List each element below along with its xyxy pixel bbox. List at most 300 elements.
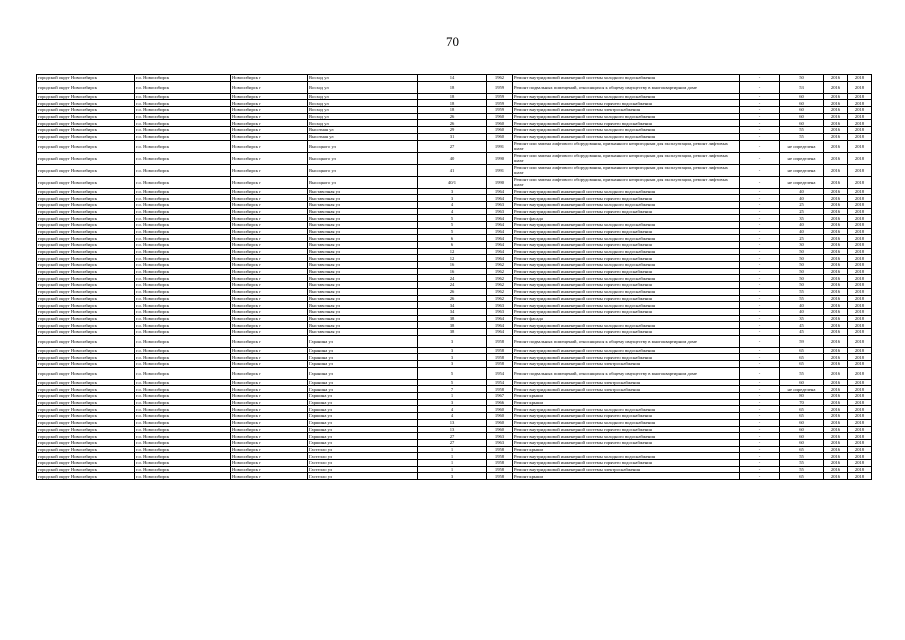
start-year-cell: 2016 bbox=[824, 255, 848, 262]
district-cell: г.о. Новосибирск bbox=[135, 75, 231, 82]
start-year-cell: 2016 bbox=[824, 315, 848, 322]
cost-cell: 60 bbox=[780, 107, 824, 114]
street-cell: Восход ул bbox=[308, 81, 418, 93]
municipality-cell: городской округ Новосибирск bbox=[37, 367, 135, 379]
year-built-cell: 1964 bbox=[487, 228, 513, 235]
municipality-cell: городской округ Новосибирск bbox=[37, 354, 135, 361]
street-cell: Высотная ул bbox=[308, 133, 418, 140]
work-type-cell: Ремонт или замена лифтового оборудования, признанного непригодным для эксплуатации, ремонт лифтовых шахт bbox=[513, 140, 740, 152]
start-year-cell: 2016 bbox=[824, 473, 848, 480]
house-number-cell: 27 bbox=[418, 433, 487, 440]
dash-cell: - bbox=[740, 419, 780, 426]
city-cell: Новосибирск г bbox=[231, 176, 308, 188]
street-cell: Гаранина ул bbox=[308, 386, 418, 393]
city-cell: Новосибирск г bbox=[231, 315, 308, 322]
table-row bbox=[37, 133, 872, 140]
year-built-cell: 1962 bbox=[487, 75, 513, 82]
municipality-cell: городской округ Новосибирск bbox=[37, 208, 135, 215]
street-cell: Восход ул bbox=[308, 113, 418, 120]
district-cell: г.о. Новосибирск bbox=[135, 453, 231, 460]
street-cell: Выставочная ул bbox=[308, 235, 418, 242]
page-number: 70 bbox=[446, 34, 459, 49]
work-type-cell: Ремонт внутридомовой инженерной системы горячего водоснабжения bbox=[513, 328, 740, 335]
dash-cell: - bbox=[740, 242, 780, 249]
cost-cell: 25 bbox=[780, 208, 824, 215]
municipality-cell: городской округ Новосибирск bbox=[37, 113, 135, 120]
work-type-cell: Ремонт или замена лифтового оборудования, признанного непригодным для эксплуатации, ремонт лифтовых шахт bbox=[513, 164, 740, 176]
cost-cell: 55 bbox=[780, 453, 824, 460]
municipality-cell: городской округ Новосибирск bbox=[37, 419, 135, 426]
end-year-cell: 2018 bbox=[848, 120, 872, 127]
table-row bbox=[37, 466, 872, 473]
house-number-cell: 5 bbox=[418, 215, 487, 222]
cost-cell: 65 bbox=[780, 473, 824, 480]
municipality-cell: городской округ Новосибирск bbox=[37, 215, 135, 222]
work-type-cell: Ремонт внутридомовой инженерной системы горячего водоснабжения bbox=[513, 413, 740, 420]
work-type-cell: Ремонт внутридомовой инженерной системы холодного водоснабжения bbox=[513, 322, 740, 329]
work-type-cell: Ремонт внутридомовой инженерной системы горячего водоснабжения bbox=[513, 195, 740, 202]
dash-cell: - bbox=[740, 275, 780, 282]
municipality-cell: городской округ Новосибирск bbox=[37, 459, 135, 466]
city-cell: Новосибирск г bbox=[231, 446, 308, 453]
city-cell: Новосибирск г bbox=[231, 361, 308, 368]
end-year-cell: 2018 bbox=[848, 228, 872, 235]
municipality-cell: городской округ Новосибирск bbox=[37, 195, 135, 202]
cost-cell: 45 bbox=[780, 328, 824, 335]
work-type-cell: Ремонт внутридомовой инженерной системы горячего водоснабжения bbox=[513, 208, 740, 215]
cost-cell: 50 bbox=[780, 268, 824, 275]
municipality-cell: городской округ Новосибирск bbox=[37, 315, 135, 322]
municipality-cell: городской округ Новосибирск bbox=[37, 406, 135, 413]
table-row bbox=[37, 93, 872, 100]
dash-cell: - bbox=[740, 176, 780, 188]
table-row bbox=[37, 201, 872, 208]
year-built-cell: 1960 bbox=[487, 419, 513, 426]
cost-cell: 60 bbox=[780, 439, 824, 446]
district-cell: г.о. Новосибирск bbox=[135, 328, 231, 335]
dash-cell: - bbox=[740, 164, 780, 176]
city-cell: Новосибирск г bbox=[231, 459, 308, 466]
dash-cell: - bbox=[740, 133, 780, 140]
cost-cell: 60 bbox=[780, 93, 824, 100]
year-built-cell: 1960 bbox=[487, 426, 513, 433]
district-cell: г.о. Новосибирск bbox=[135, 215, 231, 222]
work-type-cell: Ремонт крыши bbox=[513, 473, 740, 480]
year-built-cell: 1958 bbox=[487, 446, 513, 453]
city-cell: Новосибирск г bbox=[231, 215, 308, 222]
work-type-cell: Ремонт внутридомовой инженерной системы горячего водоснабжения bbox=[513, 268, 740, 275]
dash-cell: - bbox=[740, 328, 780, 335]
city-cell: Новосибирск г bbox=[231, 288, 308, 295]
district-cell: г.о. Новосибирск bbox=[135, 255, 231, 262]
dash-cell: - bbox=[740, 208, 780, 215]
cost-cell: 50 bbox=[780, 262, 824, 269]
dash-cell: - bbox=[740, 473, 780, 480]
table-row bbox=[37, 302, 872, 309]
year-built-cell: 1963 bbox=[487, 308, 513, 315]
dash-cell: - bbox=[740, 295, 780, 302]
municipality-cell: городской округ Новосибирск bbox=[37, 93, 135, 100]
street-cell: Гастелло ул bbox=[308, 459, 418, 466]
table-row bbox=[37, 446, 872, 453]
year-built-cell: 1963 bbox=[487, 433, 513, 440]
cost-cell: 40 bbox=[780, 188, 824, 195]
table-row bbox=[37, 242, 872, 249]
street-cell: Выставочная ул bbox=[308, 328, 418, 335]
street-cell: Гаранина ул bbox=[308, 335, 418, 347]
city-cell: Новосибирск г bbox=[231, 201, 308, 208]
table-row bbox=[37, 107, 872, 114]
municipality-cell: городской округ Новосибирск bbox=[37, 386, 135, 393]
municipality-cell: городской округ Новосибирск bbox=[37, 75, 135, 82]
dash-cell: - bbox=[740, 248, 780, 255]
work-type-cell: Ремонт внутридомовой инженерной системы электроснабжения bbox=[513, 107, 740, 114]
work-type-cell: Ремонт внутридомовой инженерной системы электроснабжения bbox=[513, 379, 740, 386]
cost-cell: 50 bbox=[780, 248, 824, 255]
year-built-cell: 1958 bbox=[487, 354, 513, 361]
year-built-cell: 1964 bbox=[487, 215, 513, 222]
year-built-cell: 1964 bbox=[487, 195, 513, 202]
street-cell: Гаршина ул bbox=[308, 426, 418, 433]
dash-cell: - bbox=[740, 399, 780, 406]
district-cell: г.о. Новосибирск bbox=[135, 195, 231, 202]
start-year-cell: 2016 bbox=[824, 302, 848, 309]
end-year-cell: 2018 bbox=[848, 215, 872, 222]
end-year-cell: 2018 bbox=[848, 100, 872, 107]
cost-cell: 60 bbox=[780, 379, 824, 386]
start-year-cell: 2016 bbox=[824, 262, 848, 269]
work-type-cell: Ремонт или замена лифтового оборудования, признанного непригодным для эксплуатации, ремонт лифтовых шахт bbox=[513, 152, 740, 164]
end-year-cell: 2018 bbox=[848, 419, 872, 426]
year-built-cell: 1964 bbox=[487, 235, 513, 242]
house-number-cell: 3 bbox=[418, 361, 487, 368]
district-cell: г.о. Новосибирск bbox=[135, 221, 231, 228]
street-cell: Гаршина ул bbox=[308, 399, 418, 406]
street-cell: Выставочная ул bbox=[308, 295, 418, 302]
work-type-cell: Ремонт внутридомовой инженерной системы холодного водоснабжения bbox=[513, 248, 740, 255]
start-year-cell: 2016 bbox=[824, 228, 848, 235]
end-year-cell: 2018 bbox=[848, 288, 872, 295]
municipality-cell: городской округ Новосибирск bbox=[37, 164, 135, 176]
end-year-cell: 2018 bbox=[848, 308, 872, 315]
house-number-cell: 38 bbox=[418, 322, 487, 329]
city-cell: Новосибирск г bbox=[231, 195, 308, 202]
year-built-cell: 1960 bbox=[487, 406, 513, 413]
municipality-cell: городской округ Новосибирск bbox=[37, 282, 135, 289]
start-year-cell: 2016 bbox=[824, 453, 848, 460]
municipality-cell: городской округ Новосибирск bbox=[37, 275, 135, 282]
city-cell: Новосибирск г bbox=[231, 282, 308, 289]
work-type-cell: Ремонт внутридомовой инженерной системы холодного водоснабжения bbox=[513, 302, 740, 309]
dash-cell: - bbox=[740, 386, 780, 393]
end-year-cell: 2018 bbox=[848, 127, 872, 134]
district-cell: г.о. Новосибирск bbox=[135, 335, 231, 347]
cost-cell: 59 bbox=[780, 335, 824, 347]
work-type-cell: Ремонт крыши bbox=[513, 399, 740, 406]
house-number-cell: 1 bbox=[418, 453, 487, 460]
year-built-cell: 1963 bbox=[487, 201, 513, 208]
end-year-cell: 2018 bbox=[848, 176, 872, 188]
district-cell: г.о. Новосибирск bbox=[135, 228, 231, 235]
municipality-cell: городской округ Новосибирск bbox=[37, 413, 135, 420]
street-cell: Восход ул bbox=[308, 93, 418, 100]
year-built-cell: 1963 bbox=[487, 208, 513, 215]
district-cell: г.о. Новосибирск bbox=[135, 379, 231, 386]
table-row bbox=[37, 100, 872, 107]
work-type-cell: Ремонт крыши bbox=[513, 393, 740, 400]
street-cell: Выставочная ул bbox=[308, 248, 418, 255]
cost-cell: 60 bbox=[780, 419, 824, 426]
house-number-cell: 38 bbox=[418, 315, 487, 322]
start-year-cell: 2016 bbox=[824, 93, 848, 100]
cost-cell: 65 bbox=[780, 413, 824, 420]
work-type-cell: Ремонт внутридомовой инженерной системы горячего водоснабжения bbox=[513, 120, 740, 127]
city-cell: Новосибирск г bbox=[231, 439, 308, 446]
work-type-cell: Ремонт внутридомовой инженерной системы горячего водоснабжения bbox=[513, 228, 740, 235]
house-number-cell: 5 bbox=[418, 379, 487, 386]
municipality-cell: городской округ Новосибирск bbox=[37, 446, 135, 453]
start-year-cell: 2016 bbox=[824, 347, 848, 354]
district-cell: г.о. Новосибирск bbox=[135, 288, 231, 295]
district-cell: г.о. Новосибирск bbox=[135, 100, 231, 107]
house-number-cell: 6 bbox=[418, 235, 487, 242]
table-row bbox=[37, 248, 872, 255]
start-year-cell: 2016 bbox=[824, 221, 848, 228]
house-number-cell: 12 bbox=[418, 255, 487, 262]
cost-cell: не определена bbox=[780, 386, 824, 393]
work-type-cell: Ремонт внутридомовой инженерной системы горячего водоснабжения bbox=[513, 354, 740, 361]
cost-cell: 55 bbox=[780, 127, 824, 134]
year-built-cell: 1954 bbox=[487, 367, 513, 379]
municipality-cell: городской округ Новосибирск bbox=[37, 201, 135, 208]
house-number-cell: 31 bbox=[418, 133, 487, 140]
house-number-cell: 5 bbox=[418, 221, 487, 228]
district-cell: г.о. Новосибирск bbox=[135, 354, 231, 361]
dash-cell: - bbox=[740, 93, 780, 100]
table-row bbox=[37, 176, 872, 188]
municipality-cell: городской округ Новосибирск bbox=[37, 328, 135, 335]
year-built-cell: 1966 bbox=[487, 399, 513, 406]
end-year-cell: 2018 bbox=[848, 93, 872, 100]
end-year-cell: 2018 bbox=[848, 248, 872, 255]
table-row bbox=[37, 195, 872, 202]
work-type-cell: Ремонт внутридомовой инженерной системы холодного водоснабжения bbox=[513, 133, 740, 140]
house-number-cell: 6 bbox=[418, 242, 487, 249]
start-year-cell: 2016 bbox=[824, 295, 848, 302]
city-cell: Новосибирск г bbox=[231, 466, 308, 473]
year-built-cell: 1964 bbox=[487, 328, 513, 335]
end-year-cell: 2018 bbox=[848, 140, 872, 152]
dash-cell: - bbox=[740, 433, 780, 440]
year-built-cell: 1962 bbox=[487, 295, 513, 302]
start-year-cell: 2016 bbox=[824, 152, 848, 164]
street-cell: Гаранина ул bbox=[308, 361, 418, 368]
city-cell: Новосибирск г bbox=[231, 295, 308, 302]
end-year-cell: 2018 bbox=[848, 406, 872, 413]
table-body bbox=[37, 75, 872, 480]
house-number-cell: 14 bbox=[418, 75, 487, 82]
table-row bbox=[37, 288, 872, 295]
cost-cell: 80 bbox=[780, 393, 824, 400]
dash-cell: - bbox=[740, 120, 780, 127]
end-year-cell: 2018 bbox=[848, 255, 872, 262]
table-row bbox=[37, 379, 872, 386]
city-cell: Новосибирск г bbox=[231, 268, 308, 275]
house-number-cell: 5 bbox=[418, 228, 487, 235]
house-number-cell: 34 bbox=[418, 308, 487, 315]
year-built-cell: 1958 bbox=[487, 453, 513, 460]
street-cell: Гастелло ул bbox=[308, 446, 418, 453]
table-row bbox=[37, 413, 872, 420]
street-cell: Гаранина ул bbox=[308, 347, 418, 354]
municipality-cell: городской округ Новосибирск bbox=[37, 433, 135, 440]
district-cell: г.о. Новосибирск bbox=[135, 140, 231, 152]
start-year-cell: 2016 bbox=[824, 127, 848, 134]
year-built-cell: 1959 bbox=[487, 93, 513, 100]
city-cell: Новосибирск г bbox=[231, 433, 308, 440]
city-cell: Новосибирск г bbox=[231, 354, 308, 361]
end-year-cell: 2018 bbox=[848, 426, 872, 433]
start-year-cell: 2016 bbox=[824, 282, 848, 289]
table-row bbox=[37, 453, 872, 460]
district-cell: г.о. Новосибирск bbox=[135, 282, 231, 289]
municipality-cell: городской округ Новосибирск bbox=[37, 453, 135, 460]
street-cell: Гастелло ул bbox=[308, 473, 418, 480]
dash-cell: - bbox=[740, 361, 780, 368]
district-cell: г.о. Новосибирск bbox=[135, 446, 231, 453]
work-type-cell: Ремонт подвальных помещений, относящихся к общему имуществу в многоквартирном доме bbox=[513, 367, 740, 379]
dash-cell: - bbox=[740, 140, 780, 152]
dash-cell: - bbox=[740, 393, 780, 400]
dash-cell: - bbox=[740, 152, 780, 164]
cost-cell: 25 bbox=[780, 235, 824, 242]
city-cell: Новосибирск г bbox=[231, 152, 308, 164]
municipality-cell: городской округ Новосибирск bbox=[37, 308, 135, 315]
street-cell: Выставочная ул bbox=[308, 221, 418, 228]
street-cell: Восход ул bbox=[308, 107, 418, 114]
house-number-cell: 4 bbox=[418, 208, 487, 215]
city-cell: Новосибирск г bbox=[231, 322, 308, 329]
city-cell: Новосибирск г bbox=[231, 140, 308, 152]
end-year-cell: 2018 bbox=[848, 399, 872, 406]
house-number-cell: 3 bbox=[418, 188, 487, 195]
work-type-cell: Ремонт внутридомовой инженерной системы холодного водоснабжения bbox=[513, 288, 740, 295]
municipality-cell: городской округ Новосибирск bbox=[37, 322, 135, 329]
table-row bbox=[37, 255, 872, 262]
end-year-cell: 2018 bbox=[848, 133, 872, 140]
house-number-cell: 12 bbox=[418, 248, 487, 255]
cost-cell: 55 bbox=[780, 288, 824, 295]
house-number-cell: 3 bbox=[418, 347, 487, 354]
city-cell: Новосибирск г bbox=[231, 81, 308, 93]
city-cell: Новосибирск г bbox=[231, 419, 308, 426]
year-built-cell: 1991 bbox=[487, 164, 513, 176]
municipality-cell: городской округ Новосибирск bbox=[37, 120, 135, 127]
end-year-cell: 2018 bbox=[848, 113, 872, 120]
end-year-cell: 2018 bbox=[848, 195, 872, 202]
house-number-cell: 16 bbox=[418, 268, 487, 275]
end-year-cell: 2018 bbox=[848, 235, 872, 242]
work-type-cell: Ремонт внутридомовой инженерной системы электроснабжения bbox=[513, 386, 740, 393]
dash-cell: - bbox=[740, 195, 780, 202]
district-cell: г.о. Новосибирск bbox=[135, 393, 231, 400]
year-built-cell: 1964 bbox=[487, 242, 513, 249]
street-cell: Гаранина ул bbox=[308, 379, 418, 386]
city-cell: Новосибирск г bbox=[231, 413, 308, 420]
municipality-cell: городской округ Новосибирск bbox=[37, 399, 135, 406]
municipality-cell: городской округ Новосибирск bbox=[37, 335, 135, 347]
dash-cell: - bbox=[740, 268, 780, 275]
work-type-cell: Ремонт внутридомовой инженерной системы холодного водоснабжения bbox=[513, 235, 740, 242]
table-row bbox=[37, 282, 872, 289]
city-cell: Новосибирск г bbox=[231, 262, 308, 269]
work-type-cell: Ремонт внутридомовой инженерной системы горячего водоснабжения bbox=[513, 295, 740, 302]
work-type-cell: Ремонт внутридомовой инженерной системы холодного водоснабжения bbox=[513, 127, 740, 134]
house-number-cell: 4 bbox=[418, 413, 487, 420]
cost-cell: 40 bbox=[780, 195, 824, 202]
table-row bbox=[37, 215, 872, 222]
city-cell: Новосибирск г bbox=[231, 133, 308, 140]
year-built-cell: 1959 bbox=[487, 100, 513, 107]
table-row bbox=[37, 113, 872, 120]
work-type-cell: Ремонт внутридомовой инженерной системы холодного водоснабжения bbox=[513, 453, 740, 460]
dash-cell: - bbox=[740, 426, 780, 433]
start-year-cell: 2016 bbox=[824, 81, 848, 93]
municipality-cell: городской округ Новосибирск bbox=[37, 152, 135, 164]
work-type-cell: Ремонт внутридомовой инженерной системы холодного водоснабжения bbox=[513, 262, 740, 269]
street-cell: Восход ул bbox=[308, 100, 418, 107]
city-cell: Новосибирск г bbox=[231, 255, 308, 262]
table-row bbox=[37, 419, 872, 426]
cost-cell: 65 bbox=[780, 406, 824, 413]
table-row bbox=[37, 367, 872, 379]
year-built-cell: 1990 bbox=[487, 176, 513, 188]
work-type-cell: Ремонт крыши bbox=[513, 446, 740, 453]
table-row bbox=[37, 81, 872, 93]
street-cell: Гастелло ул bbox=[308, 453, 418, 460]
start-year-cell: 2016 bbox=[824, 354, 848, 361]
table-row bbox=[37, 473, 872, 480]
municipality-cell: городской округ Новосибирск bbox=[37, 473, 135, 480]
cost-cell: 65 bbox=[780, 446, 824, 453]
house-number-cell: 3 bbox=[418, 195, 487, 202]
end-year-cell: 2018 bbox=[848, 242, 872, 249]
year-built-cell: 1958 bbox=[487, 361, 513, 368]
dash-cell: - bbox=[740, 308, 780, 315]
work-type-cell: Ремонт внутридомовой инженерной системы горячего водоснабжения bbox=[513, 308, 740, 315]
municipality-cell: городской округ Новосибирск bbox=[37, 295, 135, 302]
work-type-cell: Ремонт внутридомовой инженерной системы электроснабжения bbox=[513, 466, 740, 473]
table-row bbox=[37, 335, 872, 347]
municipality-cell: городской округ Новосибирск bbox=[37, 81, 135, 93]
street-cell: Гаранина ул bbox=[308, 367, 418, 379]
district-cell: г.о. Новосибирск bbox=[135, 315, 231, 322]
city-cell: Новосибирск г bbox=[231, 399, 308, 406]
start-year-cell: 2016 bbox=[824, 459, 848, 466]
cost-cell: 40 bbox=[780, 221, 824, 228]
end-year-cell: 2018 bbox=[848, 433, 872, 440]
dash-cell: - bbox=[740, 439, 780, 446]
year-built-cell: 1991 bbox=[487, 140, 513, 152]
cost-cell: не определена bbox=[780, 140, 824, 152]
cost-cell: 35 bbox=[780, 315, 824, 322]
end-year-cell: 2018 bbox=[848, 262, 872, 269]
city-cell: Новосибирск г bbox=[231, 328, 308, 335]
work-type-cell: Ремонт внутридомовой инженерной системы горячего водоснабжения bbox=[513, 100, 740, 107]
end-year-cell: 2018 bbox=[848, 439, 872, 446]
district-cell: г.о. Новосибирск bbox=[135, 459, 231, 466]
year-built-cell: 1960 bbox=[487, 413, 513, 420]
